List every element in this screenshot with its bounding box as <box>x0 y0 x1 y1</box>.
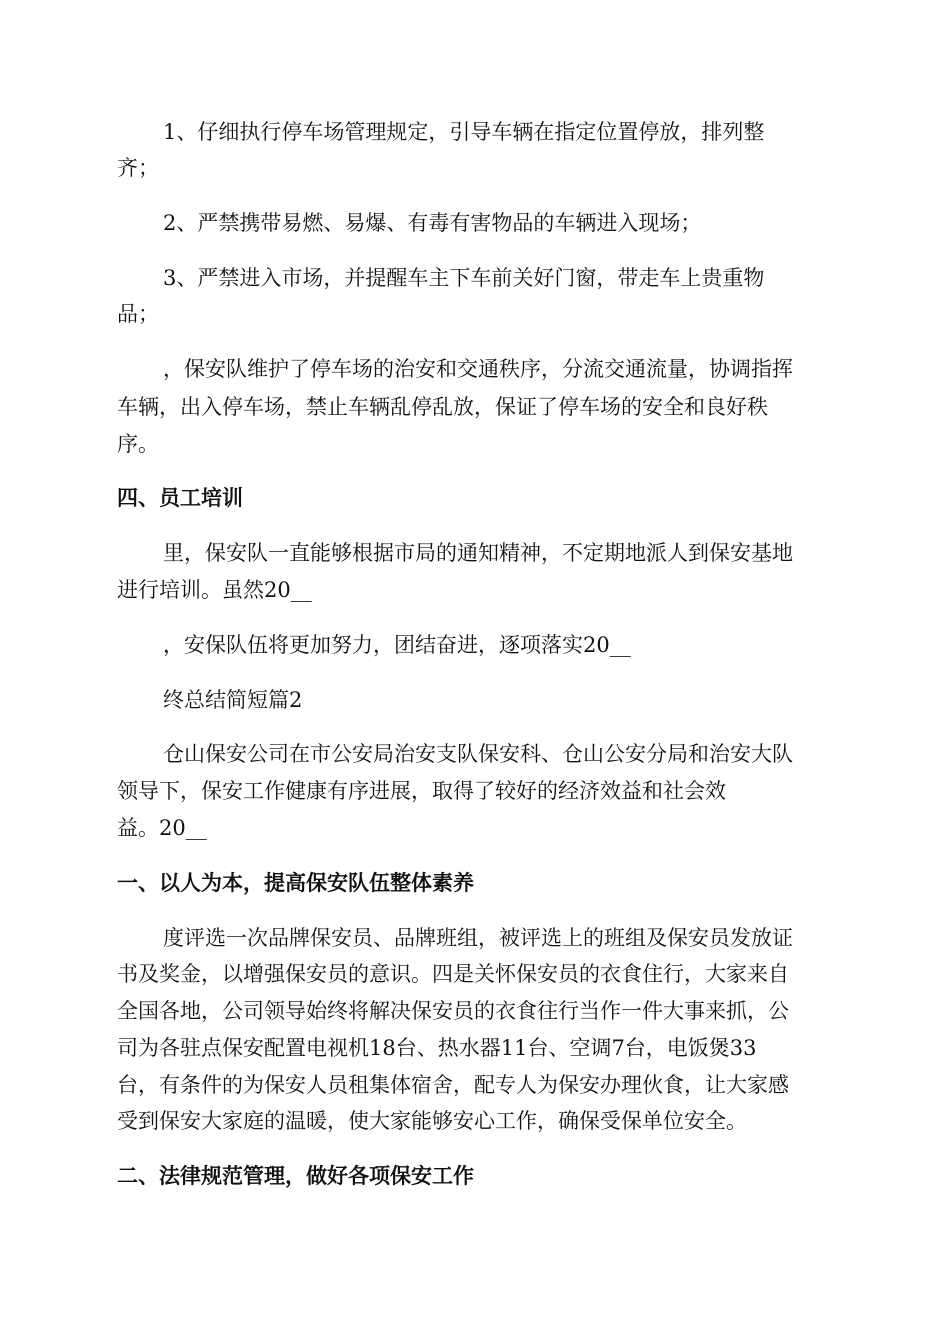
paragraph-line: 台，有条件的为保安人员租集体宿舍，配专人为保安办理伙食，让大家感 <box>117 1073 789 1097</box>
paragraph-line: 度评选一次品牌保安员、品牌班组，被评选上的班组及保安员发放证 <box>163 926 793 950</box>
paragraph-line: 1、仔细执行停车场管理规定，引导车辆在指定位置停放，排列整 <box>163 120 765 144</box>
paragraph-line: 仓山保安公司在市公安局治安支队保安科、仓山公安分局和治安大队 <box>163 742 793 766</box>
paragraph-line: 益。20__ <box>117 816 207 840</box>
paragraph-line: 进行培训。虽然20__ <box>117 578 312 602</box>
paragraph-line: 齐； <box>117 156 159 180</box>
section-heading: 四、员工培训 <box>117 486 243 510</box>
paragraph-line: 领导下，保安工作健康有序进展，取得了较好的经济效益和社会效 <box>117 779 726 803</box>
paragraph-line: 全国各地，公司领导始终将解决保安员的衣食往行当作一件大事来抓，公 <box>117 999 789 1023</box>
section-heading: 一、以人为本，提高保安队伍整体素养 <box>117 871 474 895</box>
paragraph-line: 里，保安队一直能够根据市局的通知精神，不定期地派人到保安基地 <box>163 541 793 565</box>
section-heading: 二、法律规范管理，做好各项保安工作 <box>117 1164 474 1188</box>
paragraph-line: 品； <box>117 302 159 326</box>
paragraph-line: ，保安队维护了停车场的治安和交通秩序，分流交通流量，协调指挥 <box>163 357 793 381</box>
paragraph-line: 车辆，出入停车场，禁止车辆乱停乱放，保证了停车场的安全和良好秩 <box>117 395 768 419</box>
paragraph-line: 终总结简短篇2 <box>163 688 303 712</box>
paragraph-line: 序。 <box>117 432 159 456</box>
paragraph-line: 2、严禁携带易燃、易爆、有毒有害物品的车辆进入现场； <box>163 211 702 235</box>
paragraph-line: ，安保队伍将更加努力，团结奋进，逐项落实20__ <box>163 633 631 657</box>
paragraph-line: 3、严禁进入市场，并提醒车主下车前关好门窗，带走车上贵重物 <box>163 266 765 290</box>
paragraph-line: 受到保安大家庭的温暖，使大家能够安心工作，确保受保单位安全。 <box>117 1109 747 1133</box>
paragraph-line: 书及奖金，以增强保安员的意识。四是关怀保安员的衣食住行，大家来自 <box>117 962 789 986</box>
paragraph-line: 司为各驻点保安配置电视机18台、热水器11台、空调7台，电饭煲33 <box>117 1036 757 1060</box>
